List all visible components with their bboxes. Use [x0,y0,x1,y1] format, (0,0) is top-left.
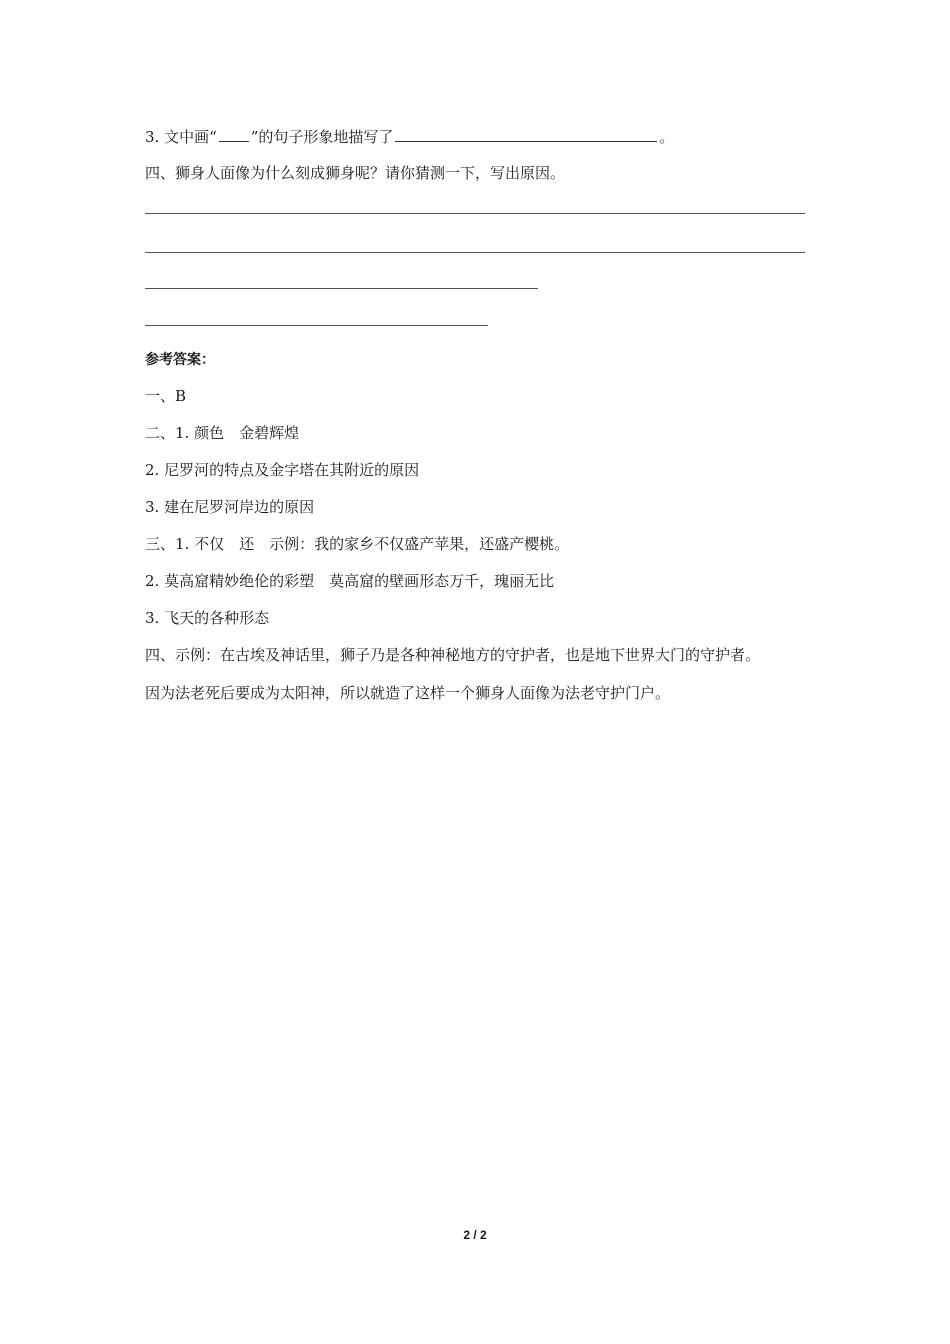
answer-4-2: 因为法老死后要成为太阳神，所以就造了这样一个狮身人面像为法老守护门户。 [145,684,671,702]
question-3 [145,127,674,147]
answer-3-2: 2. 莫高窟精妙绝伦的彩塑 莫高窟的壁画形态万千，瑰丽无比 [145,572,555,590]
answer-3-1: 三、1. 不仅 还 示例：我的家乡不仅盛产苹果，还盛产樱桃。 [145,535,570,553]
answer-line-1[interactable] [145,213,805,214]
question-3-suffix: 。 [659,128,675,146]
answer-2-2: 2. 尼罗河的特点及金字塔在其附近的原因 [145,461,420,479]
answer-line-3[interactable] [145,288,538,289]
answers-heading: 参考答案： [145,352,215,368]
answer-line-4[interactable] [145,325,488,326]
question-3-middle: ”的句子形象地描写了 [250,128,394,146]
answer-3-3: 3. 飞天的各种形态 [145,609,270,627]
question-4: 四、狮身人面像为什么刻成狮身呢？请你猜测一下，写出原因。 [145,164,566,182]
answer-2-1: 二、1. 颜色 金碧辉煌 [145,424,300,442]
page-number: 2 / 2 [463,1228,487,1242]
answer-2-3: 3. 建在尼罗河岸边的原因 [145,498,315,516]
answer-blank[interactable] [395,127,657,142]
answer-1: 一、B [145,387,187,405]
answer-line-2[interactable] [145,252,805,253]
underline-marker [219,127,249,142]
question-3-prefix: 3. 文中画“ [145,128,217,146]
answer-4-1: 四、示例：在古埃及神话里，狮子乃是各种神秘地方的守护者，也是地下世界大门的守护者。 [145,646,761,664]
